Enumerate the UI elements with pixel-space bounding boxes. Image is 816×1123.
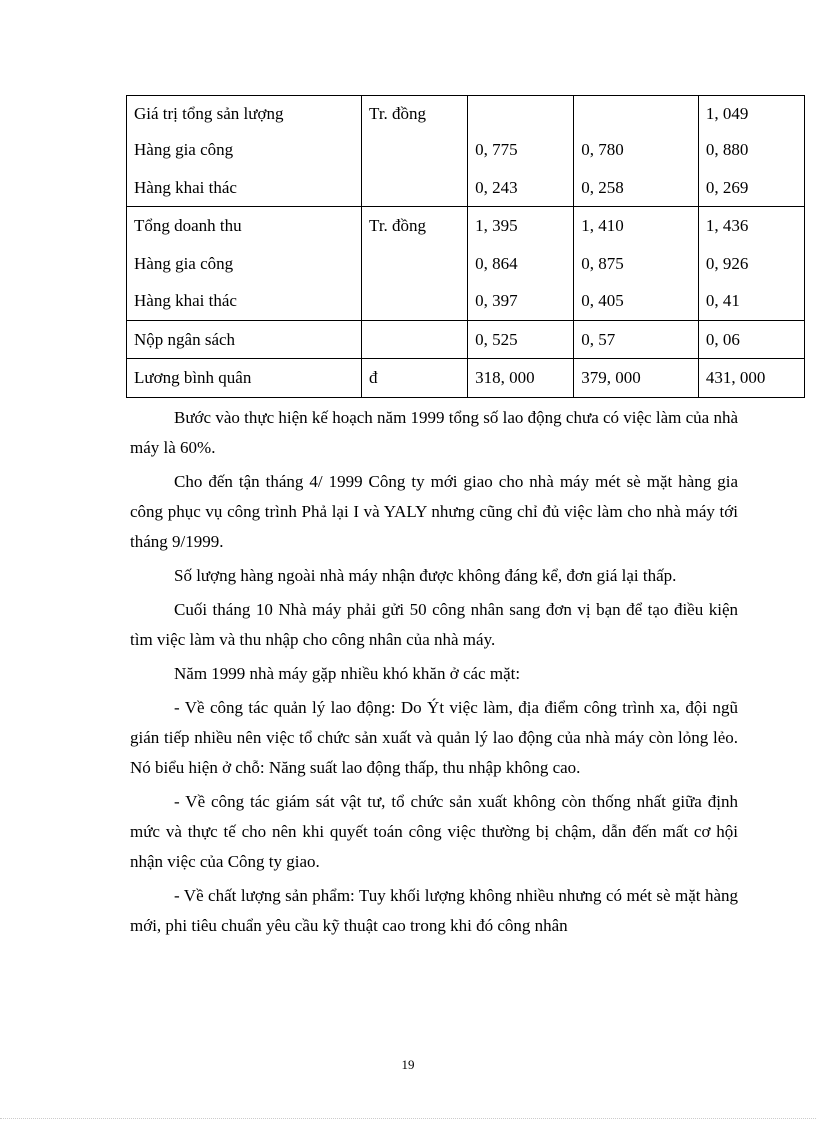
cell-value: 0, 243 xyxy=(475,177,518,197)
cell-value: 0, 397 xyxy=(475,291,518,310)
paragraph: Số lượng hàng ngoài nhà máy nhận được không đáng kể, đơn giá lại thấp. xyxy=(174,566,677,585)
unit-label: đ xyxy=(369,368,378,387)
row-label: Hàng khai thác xyxy=(134,177,237,197)
cell-value: 0, 405 xyxy=(581,291,624,310)
cell-value: 0, 864 xyxy=(475,253,518,273)
cell-value: 1, 436 xyxy=(705,216,749,235)
paragraph: Năm 1999 nhà máy gặp nhiều khó khăn ở các mặt: xyxy=(174,664,521,683)
table-cell-unit xyxy=(362,96,468,207)
cell-value: 0, 06 xyxy=(705,329,740,349)
table-cell-values xyxy=(574,320,699,359)
cell-value xyxy=(475,96,566,131)
cell-value xyxy=(581,96,691,131)
cell-value: 0, 57 xyxy=(581,329,616,349)
paragraph: Cuối tháng 10 Nhà máy phải gửi 50 công nhân sang đơn vị bạn để tạo điều kiện tìm việc làm và thu nhập cho công nhân của nhà máy. xyxy=(130,600,738,649)
page-number: 19 xyxy=(401,1057,415,1072)
cell-value: 0, 269 xyxy=(705,177,749,197)
paragraph: - Về chất lượng sản phẩm: Tuy khối lượng không nhiều nhưng có mét sè mặt hàng mới, phi tiêu chuẩn yêu cầu kỹ thuật cao trong khi đó công nhân xyxy=(130,886,738,935)
unit-label xyxy=(369,321,460,359)
row-label: Giá trị tổng sản lượng xyxy=(134,104,284,123)
cell-value: 0, 775 xyxy=(475,140,518,159)
row-label: Hàng khai thác xyxy=(134,291,237,310)
cell-value: 1, 395 xyxy=(475,216,518,235)
row-label: Hàng gia công xyxy=(134,253,234,273)
body-text xyxy=(130,403,738,945)
cell-value: 1, 410 xyxy=(581,216,624,235)
cell-value: 0, 875 xyxy=(581,253,624,273)
cell-value: 0, 41 xyxy=(705,291,740,310)
table-cell-values xyxy=(468,96,574,207)
table-cell-unit xyxy=(362,320,468,359)
statistics-table xyxy=(126,95,805,398)
footer-divider xyxy=(0,1118,816,1119)
table-cell-unit xyxy=(362,207,468,321)
table-cell-values xyxy=(574,207,699,321)
table-cell-labels xyxy=(127,207,362,321)
unit-label: Tr. đồng xyxy=(369,216,427,235)
table-cell-values xyxy=(468,359,574,398)
table-cell-labels xyxy=(127,359,362,398)
cell-value: 318, 000 xyxy=(475,368,535,387)
table-cell-labels xyxy=(127,96,362,207)
cell-value: 0, 780 xyxy=(581,140,624,159)
paragraph: - Về công tác giám sát vật tư, tổ chức sản xuất không còn thống nhất giữa định mức và thực tế cho nên khi quyết toán công việc thường bị chậm, dẫn đến mất cơ hội nhận việc của Công ty giao. xyxy=(130,792,738,871)
table-cell-values xyxy=(698,320,804,359)
cell-value: 0, 525 xyxy=(475,329,518,349)
cell-value: 379, 000 xyxy=(581,368,641,387)
cell-value: 0, 926 xyxy=(705,253,749,273)
unit-label: Tr. đồng xyxy=(369,104,427,123)
table-cell-values xyxy=(698,96,804,207)
row-label: Lương bình quân xyxy=(134,368,252,387)
table-row xyxy=(127,359,805,398)
row-label: Nộp ngân sách xyxy=(134,329,236,349)
cell-value: 0, 880 xyxy=(705,140,749,159)
row-label: Tổng doanh thu xyxy=(134,216,242,235)
table-cell-values xyxy=(574,359,699,398)
paragraph: - Về công tác quản lý lao động: Do Ýt việc làm, địa điểm công trình xa, đội ngũ gián tiếp nhiều nên việc tổ chức sản xuất và quản lý lao động của nhà máy còn lỏng lẻo. Nó biểu hiện ở chỗ: Năng suất lao động thấp, thu nhập không cao. xyxy=(130,698,738,777)
table-row xyxy=(127,96,805,207)
table-cell-values xyxy=(698,207,804,321)
table-row xyxy=(127,207,805,321)
cell-value: 1, 049 xyxy=(705,104,749,123)
cell-value: 431, 000 xyxy=(705,368,766,387)
table-cell-values xyxy=(468,207,574,321)
table-row xyxy=(127,320,805,359)
table-cell-labels xyxy=(127,320,362,359)
paragraph: Bước vào thực hiện kế hoạch năm 1999 tổng số lao động chưa có việc làm của nhà máy là 60%. xyxy=(130,408,738,457)
paragraph: Cho đến tận tháng 4/ 1999 Công ty mới giao cho nhà máy mét sè mặt hàng gia công phục vụ công trình Phả lại I và YALY nhưng cũng chỉ đủ việc làm cho nhà máy tới tháng 9/1999. xyxy=(130,472,738,551)
cell-value: 0, 258 xyxy=(581,177,624,197)
row-label: Hàng gia công xyxy=(134,140,234,159)
table-cell-values xyxy=(574,96,699,207)
table-cell-unit xyxy=(362,359,468,398)
table-cell-values xyxy=(468,320,574,359)
table-cell-values xyxy=(698,359,804,398)
